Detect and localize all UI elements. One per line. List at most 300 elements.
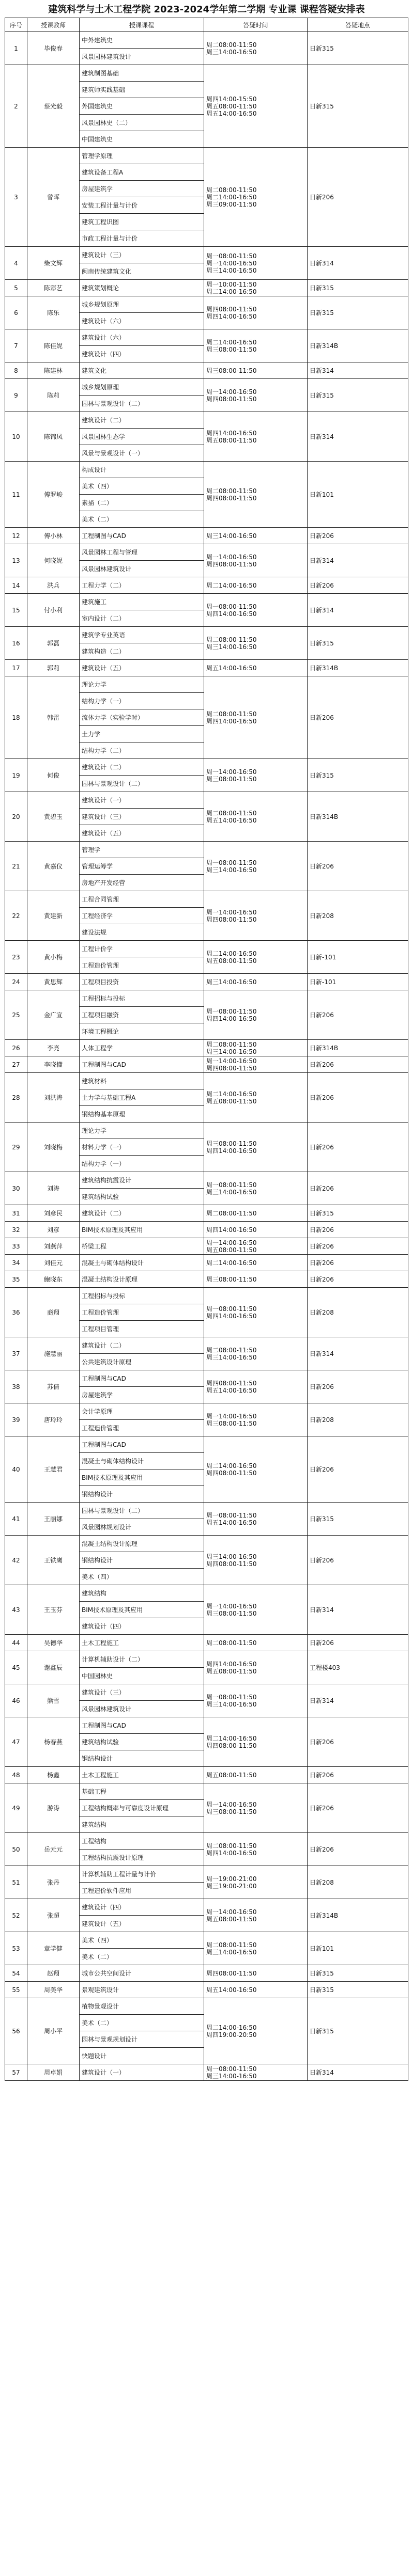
row-time xyxy=(204,1684,308,1717)
time-slot: 周五08:00-11:50 xyxy=(206,436,257,444)
time-slot: 周四08:00-11:50 xyxy=(206,1742,257,1749)
row-seq: 36 xyxy=(5,1288,27,1337)
row-course: 建筑设计（三） xyxy=(80,809,204,825)
table-row xyxy=(5,1932,408,1949)
row-course: 工程造价管理 xyxy=(80,957,204,974)
row-course: 风景园林史（二） xyxy=(80,115,204,131)
time-slot: 周一14:00-16:50 xyxy=(206,908,257,916)
row-course: 风景园林规划设计 xyxy=(80,1519,204,1536)
row-course: 工程经济学 xyxy=(80,908,204,924)
time-slot: 周四14:00-16:50 xyxy=(206,1849,257,1857)
row-course: 结构力学（一） xyxy=(80,693,204,709)
row-teacher: 唐玲玲 xyxy=(27,1403,80,1436)
table-row xyxy=(5,1073,408,1089)
row-course: 中外建筑史 xyxy=(80,32,204,49)
row-seq: 39 xyxy=(5,1403,27,1436)
time-slot: 周一14:00-16:50 xyxy=(206,1057,257,1065)
row-teacher: 张丹 xyxy=(27,1866,80,1899)
row-location: 日新206 xyxy=(308,1123,408,1172)
row-location: 日新314B xyxy=(308,660,408,676)
row-teacher: 郭磊 xyxy=(27,627,80,660)
table-row xyxy=(5,594,408,610)
table-row xyxy=(5,1288,408,1304)
row-teacher: 游涛 xyxy=(27,1783,80,1833)
row-course: 理论力学 xyxy=(80,676,204,693)
table-row xyxy=(5,1833,408,1850)
table-row xyxy=(5,660,408,676)
time-slot: 周四08:00-11:50 xyxy=(206,1064,257,1072)
row-time xyxy=(204,1370,308,1403)
row-location: 日新101 xyxy=(308,462,408,528)
time-slot: 周二08:00-11:50 xyxy=(206,636,257,643)
row-location: 日新206 xyxy=(308,1172,408,1205)
row-course: 建筑设计（二） xyxy=(80,1337,204,1354)
row-teacher: 张超 xyxy=(27,1899,80,1932)
time-slot: 周一08:00-11:50 xyxy=(206,252,257,260)
row-course: 工程造价软件应用 xyxy=(80,1883,204,1899)
row-course: 工程合同管理 xyxy=(80,891,204,908)
row-course: 工程结构抗震设计原理 xyxy=(80,1850,204,1866)
row-teacher: 黄碧玉 xyxy=(27,792,80,842)
row-teacher: 章学健 xyxy=(27,1932,80,1965)
row-seq: 44 xyxy=(5,1635,27,1651)
row-location: 日新315 xyxy=(308,1998,408,2064)
row-teacher: 陈乐 xyxy=(27,296,80,329)
time-slot: 周四08:00-11:50 xyxy=(206,1969,257,1977)
row-seq: 14 xyxy=(5,577,27,594)
time-slot: 周一08:00-11:50 xyxy=(206,1305,257,1313)
row-seq: 22 xyxy=(5,891,27,941)
table-row xyxy=(5,1238,408,1255)
row-time xyxy=(204,974,308,990)
row-location: 日新206 xyxy=(308,1238,408,1255)
row-teacher: 黄小梅 xyxy=(27,941,80,974)
header-location: 答疑地点 xyxy=(308,18,408,32)
row-time xyxy=(204,792,308,842)
row-course: 风景园林生态学 xyxy=(80,429,204,445)
row-teacher: 刘涛 xyxy=(27,1172,80,1205)
row-course: 结构力学（二） xyxy=(80,742,204,759)
row-time xyxy=(204,1337,308,1370)
row-course: 材料力学（一） xyxy=(80,1139,204,1156)
row-teacher: 陈佳妮 xyxy=(27,329,80,362)
row-seq: 34 xyxy=(5,1255,27,1271)
row-course: 室内设计（二） xyxy=(80,610,204,627)
row-course: BIM技术原理及其应用 xyxy=(80,1469,204,1486)
time-slot: 周二14:00-16:50 xyxy=(206,338,257,346)
time-slot: 周四19:00-20:50 xyxy=(206,2031,257,2038)
table-row xyxy=(5,891,408,908)
row-seq: 55 xyxy=(5,1982,27,1998)
row-time xyxy=(204,1767,308,1783)
row-time xyxy=(204,544,308,577)
row-teacher: 金广宣 xyxy=(27,990,80,1040)
time-slot: 周三14:00-16:50 xyxy=(206,1188,257,1196)
row-course: BIM技术原理及其应用 xyxy=(80,1222,204,1238)
row-teacher: 鲍晓东 xyxy=(27,1271,80,1288)
row-seq: 1 xyxy=(5,32,27,65)
table-row xyxy=(5,1783,408,1800)
row-location: 日新314 xyxy=(308,362,408,379)
row-time xyxy=(204,1899,308,1932)
row-course: 环境工程概论 xyxy=(80,1023,204,1040)
time-slot: 周二08:00-11:50 xyxy=(206,710,257,718)
row-seq: 13 xyxy=(5,544,27,577)
row-time xyxy=(204,412,308,462)
row-location: 日新314 xyxy=(308,412,408,462)
row-time xyxy=(204,65,308,148)
row-location: 日新-101 xyxy=(308,974,408,990)
row-teacher: 何俊 xyxy=(27,759,80,792)
time-slot: 周五14:00-16:50 xyxy=(206,816,257,824)
row-teacher: 李晓懂 xyxy=(27,1056,80,1073)
row-course: 风景园林工程与管理 xyxy=(80,544,204,561)
row-course: 建设法规 xyxy=(80,924,204,941)
row-course: 房地产开发经营 xyxy=(80,875,204,891)
row-location: 日新314 xyxy=(308,594,408,627)
row-seq: 17 xyxy=(5,660,27,676)
row-location: 日新314B xyxy=(308,329,408,362)
row-course: 管理运筹学 xyxy=(80,858,204,875)
row-seq: 56 xyxy=(5,1998,27,2064)
table-row xyxy=(5,280,408,296)
row-seq: 19 xyxy=(5,759,27,792)
time-slot: 周五08:00-11:50 xyxy=(206,1097,257,1105)
row-location: 日新206 xyxy=(308,1056,408,1073)
time-slot: 周一14:00-16:50 xyxy=(206,1908,257,1916)
time-slot: 周二14:00-16:50 xyxy=(206,1734,257,1742)
row-course: 素描（二） xyxy=(80,495,204,511)
row-teacher: 刘燕萍 xyxy=(27,1238,80,1255)
row-location: 日新314 xyxy=(308,2064,408,2081)
row-seq: 12 xyxy=(5,528,27,544)
row-teacher: 傅小林 xyxy=(27,528,80,544)
row-course: 建筑设计（二） xyxy=(80,412,204,429)
row-seq: 46 xyxy=(5,1684,27,1717)
row-course: 建筑结构 xyxy=(80,1585,204,1602)
row-course: 风景园林建筑设计 xyxy=(80,561,204,577)
time-slot: 周五08:00-11:50 xyxy=(206,1246,257,1254)
row-time xyxy=(204,1056,308,1073)
time-slot: 周二08:00-11:50 xyxy=(206,1209,257,1217)
row-course: 建筑制图基础 xyxy=(80,65,204,82)
row-course: 风景与景观设计（一） xyxy=(80,445,204,462)
row-teacher: 周卓娟 xyxy=(27,2064,80,2081)
row-teacher: 李亮 xyxy=(27,1040,80,1056)
table-row xyxy=(5,296,408,313)
row-course: 园林与景观规划设计 xyxy=(80,2031,204,2048)
time-slot: 周二14:00-16:50 xyxy=(206,288,257,295)
row-seq: 21 xyxy=(5,842,27,891)
time-slot: 周二08:00-11:50 xyxy=(206,1941,257,1949)
row-location: 日新315 xyxy=(308,1965,408,1982)
row-time xyxy=(204,759,308,792)
row-location: 日新315 xyxy=(308,65,408,148)
time-slot: 周一14:00-16:50 xyxy=(206,553,257,561)
time-slot: 周一14:00-16:50 xyxy=(206,259,257,267)
row-teacher: 柴文辉 xyxy=(27,247,80,280)
row-course: 建筑设计（五） xyxy=(80,1916,204,1932)
table-row xyxy=(5,528,408,544)
time-slot: 周一08:00-11:50 xyxy=(206,1007,257,1015)
time-slot: 周五08:00-11:50 xyxy=(206,1915,257,1923)
row-course: BIM技术原理及其应用 xyxy=(80,1602,204,1618)
row-teacher: 郭莉 xyxy=(27,660,80,676)
row-course: 工程计价学 xyxy=(80,941,204,957)
time-slot: 周三08:00-11:50 xyxy=(206,1808,257,1815)
row-location: 日新206 xyxy=(308,1370,408,1403)
table-row xyxy=(5,32,408,49)
time-slot: 周二08:00-11:50 xyxy=(206,1346,257,1354)
row-location: 日新206 xyxy=(308,1271,408,1288)
time-slot: 周二08:00-11:50 xyxy=(206,809,257,817)
table-row xyxy=(5,1370,408,1387)
row-course: 建筑设计（三） xyxy=(80,247,204,263)
row-time xyxy=(204,842,308,891)
row-time xyxy=(204,148,308,247)
time-slot: 周四08:00-11:50 xyxy=(206,1379,257,1387)
time-slot: 周一08:00-11:50 xyxy=(206,1511,257,1519)
row-location: 日新206 xyxy=(308,1436,408,1503)
row-time xyxy=(204,1998,308,2064)
row-seq: 32 xyxy=(5,1222,27,1238)
row-location: 日新206 xyxy=(308,528,408,544)
time-slot: 周二08:00-11:50 xyxy=(206,1639,257,1647)
row-course: 快题设计 xyxy=(80,2048,204,2064)
row-course: 工程项目融资 xyxy=(80,1007,204,1023)
row-time xyxy=(204,676,308,759)
row-teacher: 赵翔 xyxy=(27,1965,80,1982)
time-slot: 周三14:00-16:50 xyxy=(206,1353,257,1361)
page-title: 建筑科学与土木工程学院 2023-2024学年第二学期 专业课 课程答疑安排表 xyxy=(48,4,365,15)
row-seq: 47 xyxy=(5,1717,27,1767)
time-slot: 周一14:00-16:50 xyxy=(206,768,257,776)
table-row xyxy=(5,1767,408,1783)
time-slot: 周三08:00-11:50 xyxy=(206,1275,257,1283)
header-seq: 序号 xyxy=(5,18,27,32)
row-course: 混凝土与砌体结构设计 xyxy=(80,1255,204,1271)
time-slot: 周二14:00-16:50 xyxy=(206,2024,257,2031)
time-slot: 周四14:00-16:50 xyxy=(206,1226,257,1234)
row-course: 建筑施工 xyxy=(80,594,204,610)
row-course: 建筑学专业英语 xyxy=(80,627,204,643)
row-time xyxy=(204,1238,308,1255)
time-slot: 周三19:00-21:00 xyxy=(206,1882,257,1890)
row-seq: 57 xyxy=(5,2064,27,2081)
time-slot: 周四14:00-16:50 xyxy=(206,1312,257,1320)
time-slot: 周三14:00-16:50 xyxy=(206,643,257,651)
row-course: 土力学 xyxy=(80,726,204,742)
time-slot: 周五14:00-16:50 xyxy=(206,1386,257,1394)
time-slot: 周二14:00-16:50 xyxy=(206,1462,257,1469)
row-teacher: 吴德华 xyxy=(27,1635,80,1651)
row-course: 建筑结构试验 xyxy=(80,1189,204,1205)
row-time xyxy=(204,2064,308,2081)
header-time: 答疑时间 xyxy=(204,18,308,32)
row-seq: 18 xyxy=(5,676,27,759)
row-course: 建筑设计（四） xyxy=(80,1899,204,1916)
row-teacher: 黄思辉 xyxy=(27,974,80,990)
row-course: 建筑构造（二） xyxy=(80,643,204,660)
row-time xyxy=(204,362,308,379)
table-row xyxy=(5,412,408,429)
row-time xyxy=(204,891,308,941)
time-slot: 周三14:00-16:50 xyxy=(206,1048,257,1055)
row-seq: 37 xyxy=(5,1337,27,1370)
time-slot: 周四14:00-16:50 xyxy=(206,610,257,618)
row-course: 建筑设计（四） xyxy=(80,1618,204,1635)
row-location: 日新315 xyxy=(308,379,408,412)
row-course: 房屋建筑学 xyxy=(80,1387,204,1403)
time-slot: 周四14:00-16:50 xyxy=(206,1015,257,1022)
time-slot: 周二08:00-11:50 xyxy=(206,487,257,495)
row-time xyxy=(204,280,308,296)
row-seq: 41 xyxy=(5,1503,27,1536)
row-time xyxy=(204,990,308,1040)
time-slot: 周二14:00-16:50 xyxy=(206,581,257,589)
row-time xyxy=(204,329,308,362)
row-location: 日新314 xyxy=(308,1585,408,1635)
time-slot: 周四08:00-11:50 xyxy=(206,560,257,568)
row-time xyxy=(204,1073,308,1123)
row-time xyxy=(204,1651,308,1684)
row-time xyxy=(204,1222,308,1238)
row-course: 景观建筑设计 xyxy=(80,1982,204,1998)
row-course: 工程力学（二） xyxy=(80,577,204,594)
row-course: 建筑设备工程A xyxy=(80,164,204,181)
row-teacher: 刘佳元 xyxy=(27,1255,80,1271)
row-seq: 24 xyxy=(5,974,27,990)
row-location: 日新315 xyxy=(308,280,408,296)
time-slot: 周二14:00-16:50 xyxy=(206,950,257,957)
row-teacher: 韩雷 xyxy=(27,676,80,759)
header-teacher: 授课教师 xyxy=(27,18,80,32)
table-row xyxy=(5,1056,408,1073)
time-slot: 周四14:00-16:50 xyxy=(206,1660,257,1668)
table-row xyxy=(5,1651,408,1668)
time-slot: 周四08:00-11:50 xyxy=(206,395,257,403)
row-course: 混凝土结构设计原理 xyxy=(80,1536,204,1552)
table-row xyxy=(5,362,408,379)
time-slot: 周二14:00-16:50 xyxy=(206,1259,257,1267)
row-course: 工程招标与投标 xyxy=(80,990,204,1007)
time-slot: 周四14:00-15:50 xyxy=(206,95,257,103)
row-seq: 23 xyxy=(5,941,27,974)
row-teacher: 陈莉 xyxy=(27,379,80,412)
row-seq: 4 xyxy=(5,247,27,280)
row-teacher: 谢鑫辰 xyxy=(27,1651,80,1684)
row-location: 日新206 xyxy=(308,1073,408,1123)
table-row xyxy=(5,990,408,1007)
table-row xyxy=(5,379,408,396)
row-course: 建筑设计（五） xyxy=(80,825,204,842)
row-seq: 9 xyxy=(5,379,27,412)
row-course: 建筑结构抗震设计 xyxy=(80,1172,204,1189)
table-row xyxy=(5,1271,408,1288)
time-slot: 周五08:00-11:50 xyxy=(206,1771,257,1779)
row-teacher: 刘洪涛 xyxy=(27,1073,80,1123)
row-course: 土力学与基础工程A xyxy=(80,1089,204,1106)
row-course: 城市公共空间设计 xyxy=(80,1965,204,1982)
row-course: 建筑设计（二） xyxy=(80,759,204,776)
table-row xyxy=(5,842,408,858)
row-location: 日新314 xyxy=(308,1684,408,1717)
row-teacher: 王丽娜 xyxy=(27,1503,80,1536)
row-time xyxy=(204,528,308,544)
table-row xyxy=(5,1536,408,1552)
row-location: 日新101 xyxy=(308,1932,408,1965)
row-course: 建筑策划概论 xyxy=(80,280,204,296)
row-teacher: 周小平 xyxy=(27,1998,80,2064)
row-location: 工程楼403 xyxy=(308,1651,408,1684)
row-seq: 52 xyxy=(5,1899,27,1932)
row-course: 市政工程计量与计价 xyxy=(80,230,204,247)
table-row xyxy=(5,1436,408,1453)
row-course: 建筑设计（六） xyxy=(80,313,204,329)
table-row xyxy=(5,974,408,990)
table-row xyxy=(5,1585,408,1602)
row-course: 计算机辅助工程计量与计价 xyxy=(80,1866,204,1883)
time-slot: 周四14:00-16:50 xyxy=(206,1147,257,1155)
row-time xyxy=(204,1503,308,1536)
time-slot: 周一10:00-11:50 xyxy=(206,280,257,288)
row-course: 构成设计 xyxy=(80,462,204,478)
row-teacher: 周美华 xyxy=(27,1982,80,1998)
time-slot: 周一08:00-11:50 xyxy=(206,2065,257,2073)
row-time xyxy=(204,1271,308,1288)
row-time xyxy=(204,1932,308,1965)
row-course: 土木工程施工 xyxy=(80,1767,204,1783)
row-teacher: 蔡光毅 xyxy=(27,65,80,148)
row-course: 工程造价管理 xyxy=(80,1304,204,1321)
row-course: 建筑结构试验 xyxy=(80,1734,204,1750)
table-row xyxy=(5,941,408,957)
row-course: 会计学原理 xyxy=(80,1403,204,1420)
table-body xyxy=(5,32,408,2081)
row-course: 安装工程计量与计价 xyxy=(80,197,204,214)
row-course: 钢结构设计 xyxy=(80,1750,204,1767)
time-slot: 周三14:00-16:50 xyxy=(206,978,257,986)
row-course: 建筑工程识图 xyxy=(80,214,204,230)
row-course: 基础工程 xyxy=(80,1783,204,1800)
time-slot: 周一14:00-16:50 xyxy=(206,1602,257,1610)
row-location: 日新315 xyxy=(308,759,408,792)
row-course: 建筑设计（一） xyxy=(80,792,204,809)
time-slot: 周四14:00-16:50 xyxy=(206,312,257,320)
row-course: 美术（四） xyxy=(80,1932,204,1949)
row-teacher: 施慧丽 xyxy=(27,1337,80,1370)
row-seq: 20 xyxy=(5,792,27,842)
row-seq: 48 xyxy=(5,1767,27,1783)
row-time xyxy=(204,32,308,65)
row-teacher: 陈建林 xyxy=(27,362,80,379)
time-slot: 周三14:00-16:50 xyxy=(206,1948,257,1956)
row-seq: 53 xyxy=(5,1932,27,1965)
table-row xyxy=(5,1205,408,1222)
row-location: 日新314 xyxy=(308,1337,408,1370)
row-time xyxy=(204,247,308,280)
time-slot: 周四08:00-11:50 xyxy=(206,305,257,313)
time-slot: 周三09:00-11:50 xyxy=(206,200,257,208)
table-row xyxy=(5,1982,408,1998)
time-slot: 周三08:00-11:50 xyxy=(206,1419,257,1427)
row-teacher: 刘彦 xyxy=(27,1222,80,1238)
row-location: 日新315 xyxy=(308,1503,408,1536)
row-time xyxy=(204,1172,308,1205)
time-slot: 周一08:00-11:50 xyxy=(206,1181,257,1189)
row-time xyxy=(204,1717,308,1767)
row-teacher: 洪兵 xyxy=(27,577,80,594)
